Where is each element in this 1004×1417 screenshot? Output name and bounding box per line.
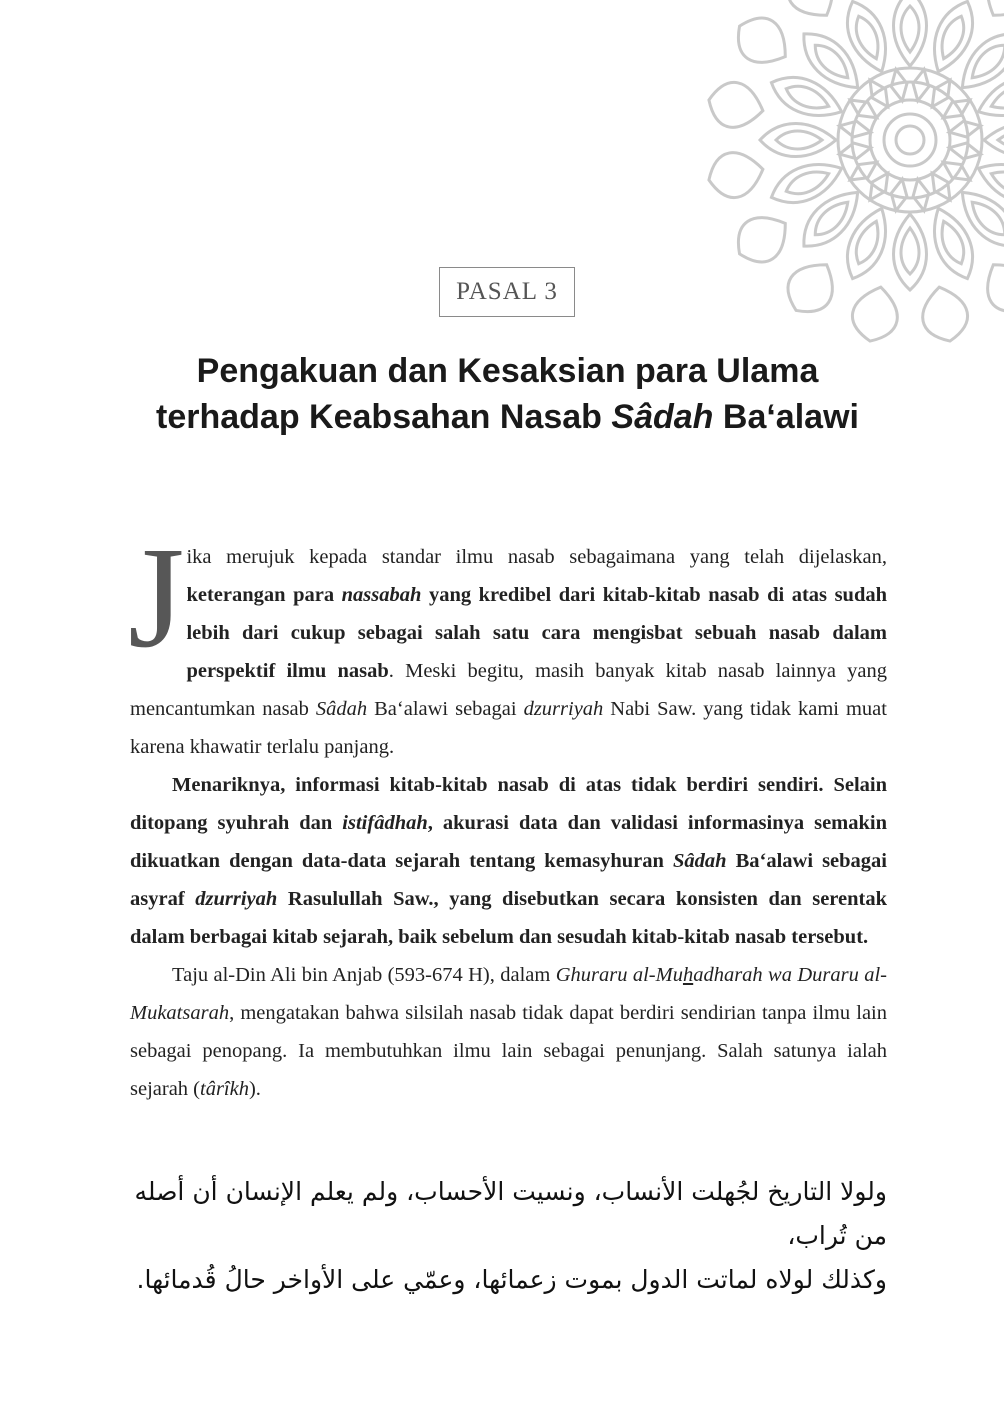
arabic-line-1: ولولا التاريخ لجُهلت الأنساب، ونسيت الأحساب، ولم يعلم الإنسان أن أصله من تُراب، <box>134 1177 887 1250</box>
arabic-quote <box>130 1170 887 1302</box>
chapter-title <box>100 348 915 440</box>
p1-text-2: . Meski begitu, masih banyak kitab nasab lainnya yang mencantumkan nasab <box>130 660 887 720</box>
chapter-label-text: PASAL 3 <box>456 278 558 305</box>
drop-cap: J <box>128 518 185 678</box>
p1-text: ika merujuk kepada standar ilmu nasab sebagaimana yang telah dijelaskan, <box>186 546 887 568</box>
title-line-2-post: Ba‘alawi <box>713 398 859 436</box>
p1-italic-1: Sâdah <box>315 698 368 720</box>
paragraph-1 <box>128 518 887 766</box>
title-line-1: Pengakuan dan Kesaksian para Ulama <box>196 352 819 390</box>
p1-italic-2: dzurriyah <box>523 698 604 720</box>
p1-text-3: Ba‘alawi sebagai <box>367 698 524 720</box>
p1-bold: keterangan para nassabah yang kredibel dari kitab-kitab nasab di atas sudah lebih dari cukup sebagai salah satu cara mengisbat sebuah nasab dalam perspektif ilmu nasab <box>186 584 887 682</box>
book-title: Ghuraru al-Muhadharah wa Duraru al-Mukatsarah <box>130 964 888 1024</box>
paragraph-3: Taju al-Din Ali bin Anjab (593-674 H), dalam Ghuraru al-Muhadharah wa Duraru al-Mukatsarah, mengatakan bahwa silsilah nasab tidak dapat berdiri sendirian tanpa ilmu lain sebagai penopang. Ia membutuhkan ilmu lain sebagai penunjang. Salah satunya ialah sejarah (târîkh). <box>130 964 888 1100</box>
title-line-2-pre: terhadap Keabsahan Nasab <box>156 398 612 436</box>
title-line-2-italic: Sâdah <box>611 398 714 436</box>
arabic-line-2: وكذلك لولاه لماتت الدول بموت زعمائها، وعمّي على الأواخر حالُ قُدمائها. <box>136 1265 887 1294</box>
body-text <box>128 518 888 1108</box>
mandala-ornament <box>700 0 1004 350</box>
p1-text-4: Nabi Saw. yang tidak kami muat karena khawatir terlalu panjang. <box>130 698 887 758</box>
chapter-label <box>439 267 575 317</box>
paragraph-2: Menariknya, informasi kitab-kitab nasab di atas tidak berdiri sendiri. Selain ditopang syuhrah dan istifâdhah, akurasi data dan validasi informasinya semakin dikuatkan dengan data-data sejarah tentang kemasyhuran Sâdah Ba‘alawi sebagai asyraf dzurriyah Rasulullah Saw., yang disebutkan secara konsisten dan serentak dalam berbagai kitab sejarah, baik sebelum dan sesudah kitab-kitab nasab tersebut. <box>130 774 888 948</box>
